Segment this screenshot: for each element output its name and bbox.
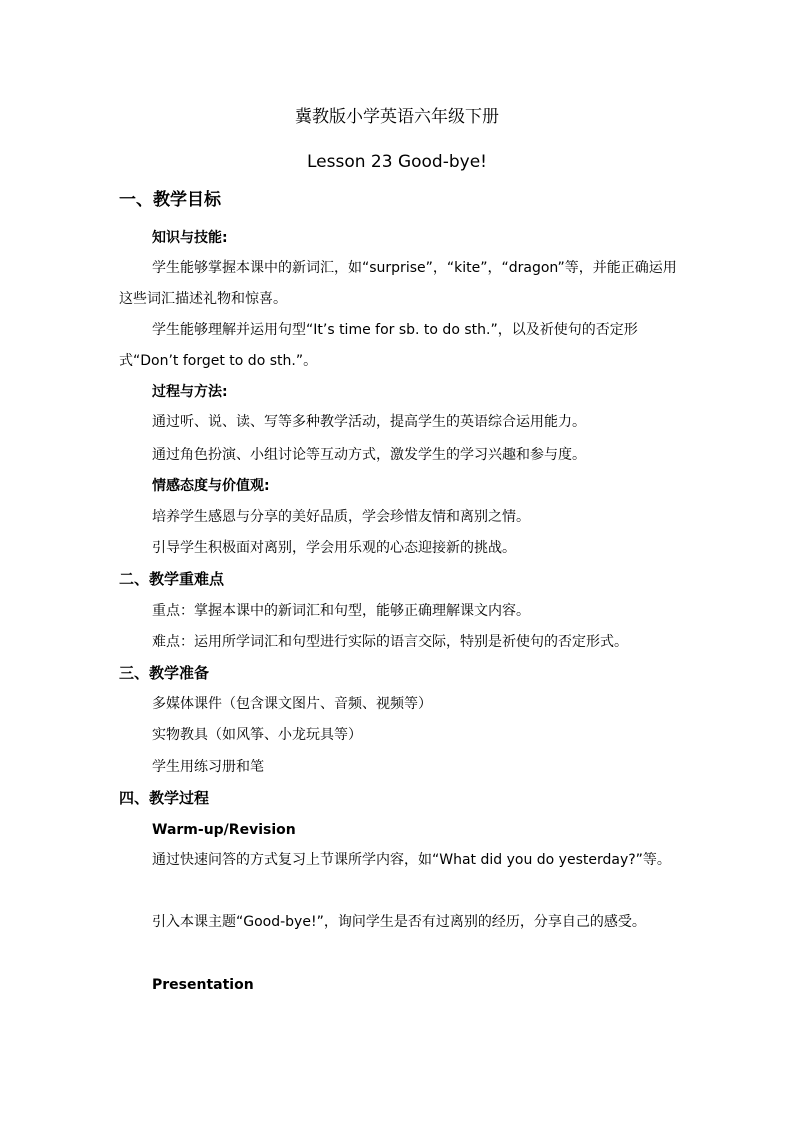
section-heading-key-points: 二、教学重难点 <box>119 570 225 588</box>
paragraph: 学生能够掌握本课中的新词汇，如“surprise”，“kite”，“dragon”等，并能正确运用这些词汇描述礼物和惊喜。 <box>119 260 677 307</box>
paragraph: 培养学生感恩与分享的美好品质，学会珍惜友情和离别之情。 <box>152 509 530 525</box>
paragraph: 通过听、说、读、写等多种教学活动，提高学生的英语综合运用能力。 <box>152 414 586 430</box>
section-heading-objectives: 一、教学目标 <box>119 190 221 210</box>
paragraph: 学生能够理解并运用句型“It’s time for sb. to do sth.”，以及祈使句的否定形式“Don’t forget to do sth.”。 <box>119 322 638 369</box>
paragraph: 重点：掌握本课中的新词汇和句型，能够正确理解课文内容。 <box>152 603 530 619</box>
paragraph: 引导学生积极面对离别，学会用乐观的心态迎接新的挑战。 <box>152 540 516 556</box>
document-title: 冀教版小学英语六年级下册 <box>295 107 499 127</box>
document-subtitle: Lesson 23 Good-bye! <box>307 152 487 172</box>
paragraph: 学生用练习册和笔 <box>152 759 264 775</box>
section-heading-procedure: 四、教学过程 <box>119 789 210 807</box>
paragraph: 引入本课主题“Good-bye!”，询问学生是否有过离别的经历，分享自己的感受。 <box>152 914 646 930</box>
paragraph: 通过角色扮演、小组讨论等互动方式，激发学生的学习兴趣和参与度。 <box>152 447 586 463</box>
subsection-heading-warmup: Warm-up/Revision <box>152 822 296 838</box>
section-heading-preparation: 三、教学准备 <box>119 664 210 682</box>
subsection-heading-presentation: Presentation <box>152 977 254 993</box>
paragraph: 通过快速问答的方式复习上节课所学内容，如“What did you do yesterday?”等。 <box>152 852 671 868</box>
subsection-heading-process: 过程与方法: <box>152 384 228 400</box>
paragraph: 实物教具（如风筝、小龙玩具等） <box>152 727 362 743</box>
subsection-heading-attitude: 情感态度与价值观: <box>152 478 270 494</box>
paragraph: 多媒体课件（包含课文图片、音频、视频等） <box>152 696 432 712</box>
subsection-heading-knowledge: 知识与技能: <box>152 230 228 246</box>
paragraph: 难点：运用所学词汇和句型进行实际的语言交际，特别是祈使句的否定形式。 <box>152 634 628 650</box>
